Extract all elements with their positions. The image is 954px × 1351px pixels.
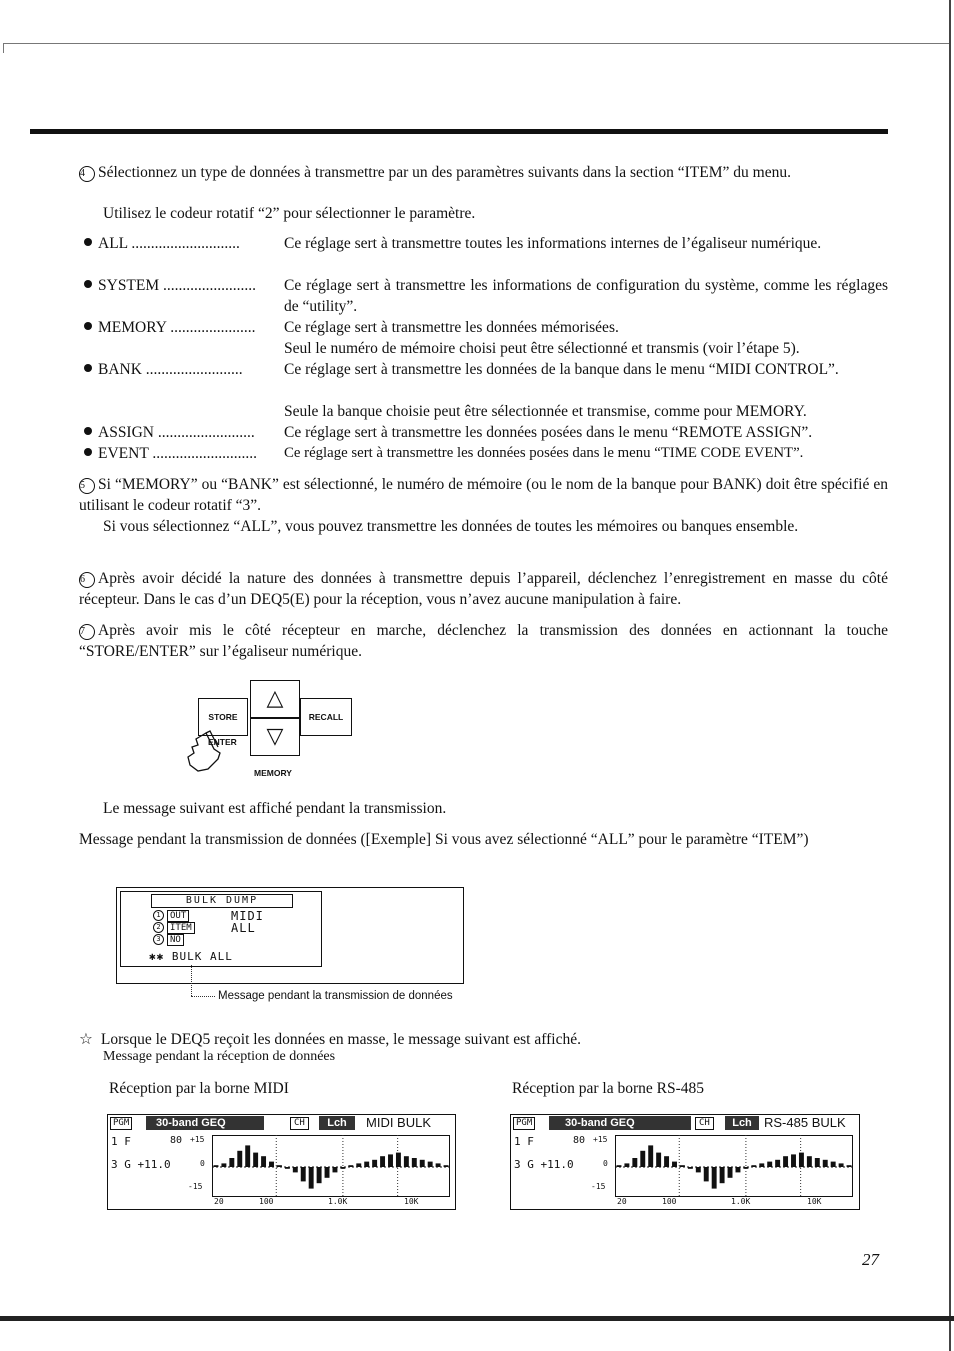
lcd-param-val-1: 80 xyxy=(573,1135,586,1146)
eq-band-bar xyxy=(317,1167,322,1183)
param-term-system: SYSTEM ........................ xyxy=(84,275,280,296)
eq-band-bar xyxy=(325,1167,330,1178)
scale-mid: 0 xyxy=(603,1159,608,1168)
eq-band-bar xyxy=(839,1163,844,1167)
param-term-bank: BANK ......................... xyxy=(84,359,280,380)
item7-paragraph xyxy=(79,620,888,662)
item4-text: Sélectionnez un type de données à transmettre par un des paramètres suivants dans la section “ITEM” du menu. xyxy=(98,164,791,181)
transmit-caption: Message pendant la transmission de données xyxy=(218,990,453,1002)
param-desc-system: Ce réglage sert à transmettre les informations de configuration du système, comme les réglages de “utility”. xyxy=(284,277,888,315)
eq-band-bar xyxy=(237,1151,242,1167)
param-desc-event: Ce réglage sert à transmettre les données posées dans le menu “TIME CODE EVENT”. xyxy=(284,445,804,461)
param-desc-memory: Ce réglage sert à transmettre les données mémorisées. xyxy=(284,319,619,336)
page-number: 27 xyxy=(862,1250,879,1269)
caption-leader-h xyxy=(191,996,215,998)
memory-down-key[interactable] xyxy=(250,718,300,756)
eq-band-bar xyxy=(333,1167,338,1172)
scale-mid: 0 xyxy=(200,1159,205,1168)
band-title: 30-band GEQ xyxy=(549,1116,691,1130)
item4-paragraph xyxy=(79,162,888,183)
lcd-value-2: ALL xyxy=(231,921,256,935)
eq-band-bar xyxy=(815,1158,820,1167)
lcd-param-row-1: 1 F xyxy=(514,1135,534,1148)
eq-band-bar xyxy=(309,1167,314,1189)
eq-band-bar xyxy=(340,1167,345,1169)
freq-label: 1.0K xyxy=(731,1197,751,1206)
eq-band-bar xyxy=(285,1167,290,1169)
lcd-title: BULK DUMP xyxy=(151,894,293,908)
eq-band-bar xyxy=(624,1163,629,1167)
item7-number: 7 xyxy=(79,624,95,640)
item5-paragraph xyxy=(79,474,888,516)
item6-number: 6 xyxy=(79,572,95,588)
bullet-icon xyxy=(84,448,92,456)
eq-band-bar xyxy=(672,1162,677,1167)
freq-label: 20 xyxy=(214,1197,224,1206)
front-panel-illustration xyxy=(180,675,360,785)
star-line: ☆ Lorsque le DEQ5 reçoit les données en masse, le message suivant est affiché. xyxy=(79,1031,581,1048)
eq-band-bar xyxy=(253,1153,258,1167)
lcd-status: ✱✱ BULK ALL xyxy=(149,950,233,963)
triangle-up-icon: △ xyxy=(266,685,284,710)
eq-band-bar xyxy=(807,1156,812,1167)
eq-band-bar xyxy=(301,1167,306,1181)
eq-band-bar xyxy=(364,1162,369,1167)
lcd-param-row-2: 3 G +11.0 xyxy=(111,1158,171,1171)
freq-axis-rs485 xyxy=(617,1197,849,1209)
transmit-lcd-screen xyxy=(120,891,322,967)
eq-band-bar xyxy=(388,1154,393,1167)
page-edge-tick xyxy=(3,43,4,53)
eq-band-bar xyxy=(293,1167,298,1172)
eq-band-bar xyxy=(736,1167,741,1172)
bullet-icon xyxy=(84,364,92,372)
param-term-event: EVENT ........................... xyxy=(84,443,280,464)
receive-lcd-rs485 xyxy=(510,1114,860,1210)
scale-top: +15 xyxy=(190,1135,205,1144)
eq-band-bar xyxy=(372,1160,377,1167)
eq-band-bar xyxy=(799,1153,804,1167)
ch-badge: CH xyxy=(695,1117,714,1130)
eq-band-bar xyxy=(847,1165,852,1167)
pointing-hand-icon xyxy=(184,729,224,775)
triangle-down-icon: ▽ xyxy=(266,723,284,748)
scale-top: +15 xyxy=(593,1135,608,1144)
lcd-param-val-1: 80 xyxy=(170,1135,183,1146)
eq-band-bar xyxy=(444,1165,449,1167)
eq-band-bar xyxy=(436,1163,441,1167)
eq-band-bar xyxy=(712,1167,717,1189)
eq-band-bar xyxy=(632,1158,637,1167)
page-edge-top xyxy=(3,43,951,44)
eq-band-bar xyxy=(680,1165,685,1167)
bullet-icon xyxy=(84,322,92,330)
param-note-memory: Seul le numéro de mémoire choisi peut être sélectionné et transmis (voir l’étape 5). xyxy=(284,340,800,357)
freq-label: 10K xyxy=(807,1197,822,1206)
eq-band-bar xyxy=(229,1158,234,1167)
eq-band-bar xyxy=(688,1167,693,1169)
freq-label: 10K xyxy=(404,1197,419,1206)
eq-band-bar xyxy=(277,1165,282,1167)
param-note-bank: Seule la banque choisie peut être sélectionnée et transmise, comme pour MEMORY. xyxy=(284,403,807,420)
eq-band-bar xyxy=(823,1160,828,1167)
eq-graph-rs485 xyxy=(615,1135,853,1197)
eq-band-bar xyxy=(404,1156,409,1167)
memory-label: MEMORY xyxy=(254,768,292,778)
eq-band-bar xyxy=(245,1145,250,1167)
eq-band-bar xyxy=(428,1162,433,1167)
caption-leader xyxy=(191,965,193,996)
memory-up-key[interactable] xyxy=(250,680,300,718)
midi-bulk-label: MIDI BULK xyxy=(366,1115,432,1130)
freq-label: 100 xyxy=(662,1197,677,1206)
eq-graph-midi xyxy=(212,1135,450,1197)
lch-badge: Lch xyxy=(725,1116,759,1130)
reception-midi-label: Réception par la borne MIDI xyxy=(109,1080,289,1097)
reception-rs-label: Réception par la borne RS-485 xyxy=(512,1080,704,1097)
page-edge-right xyxy=(949,0,951,1351)
header-rule xyxy=(30,129,888,134)
eq-band-bar xyxy=(696,1167,701,1172)
lcd-row-3: 3 NO xyxy=(153,934,184,945)
eq-band-bar xyxy=(743,1167,748,1169)
lcd-row-1: 1 OUT xyxy=(153,910,189,921)
eq-band-bar xyxy=(396,1153,401,1167)
eq-band-bar xyxy=(704,1167,709,1181)
freq-label: 20 xyxy=(617,1197,627,1206)
eq-band-bar xyxy=(783,1156,788,1167)
freq-label: 1.0K xyxy=(328,1197,348,1206)
eq-band-bar xyxy=(767,1162,772,1167)
lch-badge: Lch xyxy=(319,1116,355,1130)
example-line: Message pendant la transmission de données ([Exemple] Si vous avez sélectionné “ALL” pour le paramètre “ITEM”) xyxy=(79,831,809,848)
eq-band-bar xyxy=(751,1165,756,1167)
bullet-icon xyxy=(84,280,92,288)
item5-note: Si vous sélectionnez “ALL”, vous pouvez transmettre les données de toutes les mémoires ou banques ensemble. xyxy=(103,518,799,535)
param-term-assign: ASSIGN ......................... xyxy=(84,422,280,443)
item6-text: Après avoir décidé la nature des données à transmettre depuis l’appareil, déclenchez l’enregistrement en masse du côté récepteur. Dans le cas d’un DEQ5(E) pour la réception, vous n’avez aucune manipulation à faire. xyxy=(79,570,888,608)
param-desc-all: Ce réglage sert à transmettre toutes les informations internes de l’égaliseur numérique. xyxy=(284,235,822,252)
pgm-badge: PGM xyxy=(513,1117,535,1130)
eq-band-bar xyxy=(348,1165,353,1167)
lcd-value-1: MIDI xyxy=(231,909,264,923)
footer-rule xyxy=(0,1316,954,1321)
eq-band-bar xyxy=(648,1145,653,1167)
eq-band-bar xyxy=(412,1158,417,1167)
recall-key[interactable]: RECALL xyxy=(300,698,352,736)
star-subline: Message pendant la réception de données xyxy=(103,1049,336,1064)
eq-band-bar xyxy=(356,1163,361,1167)
item7-text: Après avoir mis le côté récepteur en marche, déclenchez la transmission des données en actionnant la touche “STORE/ENTER” sur l’égaliseur numérique. xyxy=(79,622,888,660)
store-enter-key[interactable]: STORE xyxy=(198,698,248,736)
eq-band-bar xyxy=(261,1156,266,1167)
eq-band-bar xyxy=(759,1163,764,1167)
eq-band-bar xyxy=(664,1156,669,1167)
bullet-icon xyxy=(84,238,92,246)
enter-label: ENTER xyxy=(208,737,237,747)
bullet-icon xyxy=(84,427,92,435)
message-line: Le message suivant est affiché pendant la transmission. xyxy=(103,800,447,817)
receive-lcd-midi xyxy=(107,1114,456,1210)
freq-label: 100 xyxy=(259,1197,274,1206)
lcd-row-2: 2 ITEM xyxy=(153,922,195,933)
lcd-param-row-1: 1 F xyxy=(111,1135,131,1148)
transmit-lcd-frame xyxy=(116,887,464,984)
eq-band-bar xyxy=(831,1162,836,1167)
scale-bot: -15 xyxy=(591,1182,606,1191)
eq-band-bar xyxy=(720,1167,725,1183)
item6-paragraph xyxy=(79,568,888,610)
pgm-badge: PGM xyxy=(110,1117,132,1130)
param-desc-assign: Ce réglage sert à transmettre les données posées dans le menu “REMOTE ASSIGN”. xyxy=(284,424,813,441)
eq-band-bar xyxy=(617,1165,622,1167)
param-desc-bank: Ce réglage sert à transmettre les données de la banque dans le menu “MIDI CONTROL”. xyxy=(284,361,839,378)
param-term-all: ALL ............................ xyxy=(84,233,280,254)
item4-number: 4 xyxy=(79,166,95,182)
ch-badge: CH xyxy=(290,1117,309,1130)
eq-band-bar xyxy=(269,1162,274,1167)
eq-band-bar xyxy=(420,1160,425,1167)
eq-band-bar xyxy=(221,1163,226,1167)
eq-band-bar xyxy=(380,1156,385,1167)
item5-number: 5 xyxy=(79,478,95,494)
eq-band-bar xyxy=(775,1160,780,1167)
eq-band-bar xyxy=(640,1151,645,1167)
band-title: 30-band GEQ xyxy=(146,1116,264,1130)
freq-axis-midi xyxy=(214,1197,446,1209)
item5-text: Si “MEMORY” ou “BANK” est sélectionné, le numéro de mémoire (ou le nom de la banque pour BANK) doit être spécifié en utilisant le codeur rotatif “3”. xyxy=(79,476,888,514)
param-term-memory: MEMORY ...................... xyxy=(84,317,280,338)
eq-band-bar xyxy=(791,1154,796,1167)
scale-bot: -15 xyxy=(188,1182,203,1191)
eq-band-bar xyxy=(214,1165,219,1167)
eq-band-bar xyxy=(728,1167,733,1178)
star-icon: ☆ xyxy=(79,1031,93,1048)
rs485-bulk-label: RS-485 BULK xyxy=(764,1115,846,1130)
item4-instruction: Utilisez le codeur rotatif “2” pour sélectionner le paramètre. xyxy=(103,205,476,222)
lcd-param-row-2: 3 G +11.0 xyxy=(514,1158,574,1171)
eq-band-bar xyxy=(656,1153,661,1167)
